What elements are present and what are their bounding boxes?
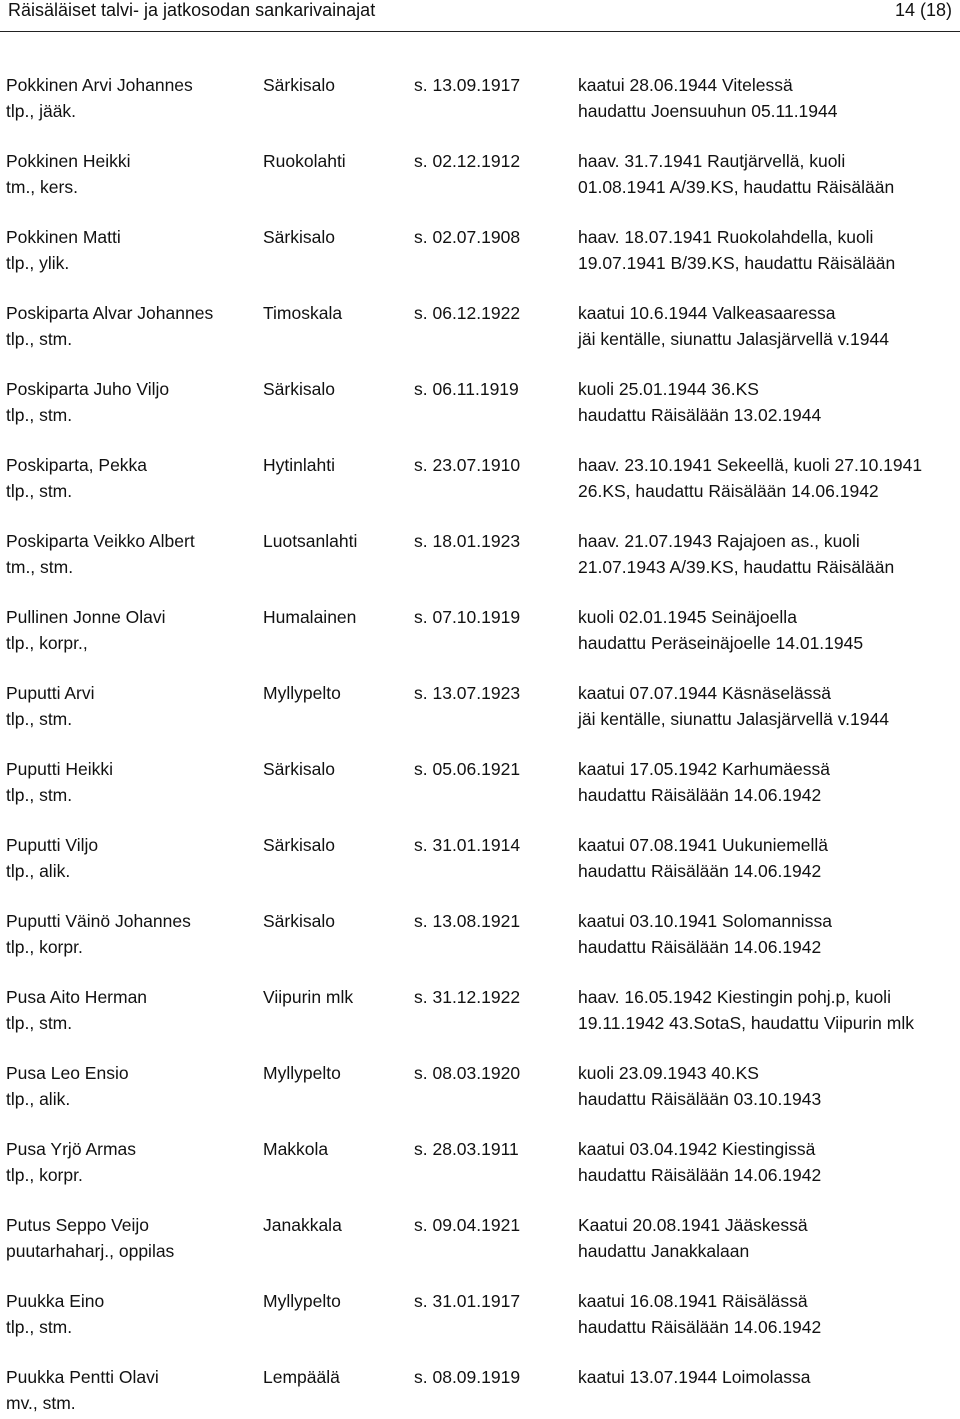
entry-rank: puutarhaharj., oppilas (6, 1241, 175, 1261)
entry-place: Särkisalo (263, 227, 335, 247)
entry-note-1: kaatui 07.08.1941 Uukuniemellä (578, 835, 829, 855)
entry-birth-date: s. 23.07.1910 (414, 455, 521, 475)
entry-birth-date: s. 18.01.1923 (414, 531, 521, 551)
entry-name: Puukka Pentti Olavi (6, 1367, 159, 1387)
entry-rank: tlp., alik. (6, 861, 71, 881)
entry-name: Putus Seppo Veijo (6, 1215, 150, 1235)
entry-line-1 (0, 759, 960, 785)
entry-note-2: haudattu Räisälään 14.06.1942 (578, 1165, 822, 1185)
entry-note-2: 19.11.1942 43.SotaS, haudattu Viipurin mlk (578, 1013, 914, 1033)
entry-birth-date: s. 06.12.1922 (414, 303, 521, 323)
entry-name: Puputti Väinö Johannes (6, 911, 191, 931)
entry (0, 1215, 960, 1267)
page-header (0, 0, 960, 34)
entry-place: Janakkala (263, 1215, 342, 1235)
entry-rank: tlp., stm. (6, 405, 73, 425)
entry-name: Poskiparta Veikko Albert (6, 531, 195, 551)
entry-name: Pokkinen Arvi Johannes (6, 75, 193, 95)
entry-line-2 (0, 1241, 960, 1267)
entry-note-2: haudattu Peräseinäjoelle 14.01.1945 (578, 633, 864, 653)
entry-line-1 (0, 455, 960, 481)
entry-line-1 (0, 227, 960, 253)
entry-birth-date: s. 06.11.1919 (414, 379, 519, 399)
entry (0, 1063, 960, 1115)
entry-note-2: jäi kentälle, siunattu Jalasjärvellä v.1944 (578, 709, 889, 729)
entry-note-2: haudattu Räisälään 14.06.1942 (578, 1317, 822, 1337)
entry-line-1 (0, 151, 960, 177)
entry-rank: tlp., stm. (6, 329, 73, 349)
entry-note-1: kaatui 07.07.1944 Käsnäselässä (578, 683, 831, 703)
entry-line-2 (0, 557, 960, 583)
entry-name: Pusa Leo Ensio (6, 1063, 129, 1083)
entry-line-2 (0, 1393, 960, 1419)
entry-place: Ruokolahti (263, 151, 346, 171)
entry-note-2: haudattu Joensuuhun 05.11.1944 (578, 101, 838, 121)
entry-birth-date: s. 31.01.1914 (414, 835, 521, 855)
entry-line-1 (0, 835, 960, 861)
entry (0, 75, 960, 127)
entry-birth-date: s. 05.06.1921 (414, 759, 521, 779)
entry-birth-date: s. 31.01.1917 (414, 1291, 521, 1311)
entry-line-1 (0, 1215, 960, 1241)
entry-place: Humalainen (263, 607, 357, 627)
entry-line-2 (0, 101, 960, 127)
entry-name: Pusa Yrjö Armas (6, 1139, 137, 1159)
entry-line-1 (0, 683, 960, 709)
page-number: 14 (18) (894, 0, 952, 20)
entry-note-2: 19.07.1941 B/39.KS, haudattu Räisälään (578, 253, 896, 273)
entry-line-2 (0, 709, 960, 735)
entry-line-1 (0, 1367, 960, 1393)
entry (0, 1367, 960, 1419)
entry-note-2: 26.KS, haudattu Räisälään 14.06.1942 (578, 481, 879, 501)
entry-line-2 (0, 1165, 960, 1191)
entry (0, 531, 960, 583)
entry-rank: mv., stm. (6, 1393, 76, 1413)
entry-line-2 (0, 785, 960, 811)
entry-line-1 (0, 911, 960, 937)
entry-note-1: kaatui 28.06.1944 Vitelessä (578, 75, 793, 95)
document-title: Räisäläiset talvi- ja jatkosodan sankarivainajat (8, 0, 376, 20)
entry-place: Viipurin mlk (263, 987, 354, 1007)
entry-rank: tlp., jääk. (6, 101, 77, 121)
entry-rank: tlp., korpr., (6, 633, 88, 653)
entry-note-1: kaatui 10.6.1944 Valkeasaaressa (578, 303, 836, 323)
entry-line-1 (0, 1139, 960, 1165)
entry-rank: tlp., alik. (6, 1089, 71, 1109)
entry (0, 759, 960, 811)
entry-place: Särkisalo (263, 759, 335, 779)
entry (0, 1291, 960, 1343)
entry-place: Myllypelto (263, 683, 341, 703)
entry-place: Luotsanlahti (263, 531, 358, 551)
entry-note-2: 01.08.1941 A/39.KS, haudattu Räisälään (578, 177, 895, 197)
entry-line-2 (0, 481, 960, 507)
header-divider (0, 31, 960, 32)
entry-note-2: haudattu Räisälään 14.06.1942 (578, 937, 822, 957)
entry-place: Särkisalo (263, 75, 335, 95)
entry-name: Pusa Aito Herman (6, 987, 148, 1007)
entry (0, 379, 960, 431)
entry-note-1: haav. 31.7.1941 Rautjärvellä, kuoli (578, 151, 846, 171)
entry-note-1: haav. 18.07.1941 Ruokolahdella, kuoli (578, 227, 874, 247)
entry-rank: tlp., korpr. (6, 937, 83, 957)
entry-line-1 (0, 531, 960, 557)
entry-note-1: haav. 23.10.1941 Sekeellä, kuoli 27.10.1941 (578, 455, 923, 475)
entry-name: Puputti Viljo (6, 835, 99, 855)
entry-name: Pokkinen Heikki (6, 151, 131, 171)
entry-note-1: kuoli 25.01.1944 36.KS (578, 379, 759, 399)
entry-birth-date: s. 31.12.1922 (414, 987, 521, 1007)
entry-note-2: haudattu Räisälään 14.06.1942 (578, 861, 822, 881)
entry-note-2: haudattu Räisälään 14.06.1942 (578, 785, 822, 805)
entry-birth-date: s. 13.09.1917 (414, 75, 521, 95)
entry-birth-date: s. 28.03.1911 (414, 1139, 519, 1159)
entry-birth-date: s. 08.03.1920 (414, 1063, 521, 1083)
entry-note-2: haudattu Räisälään 03.10.1943 (578, 1089, 822, 1109)
entry-birth-date: s. 02.07.1908 (414, 227, 521, 247)
entry-rank: tm., stm. (6, 557, 74, 577)
entry-line-2 (0, 405, 960, 431)
entry-name: Poskiparta, Pekka (6, 455, 148, 475)
entry-place: Särkisalo (263, 379, 335, 399)
entry (0, 607, 960, 659)
entry-name: Poskiparta Juho Viljo (6, 379, 170, 399)
entry-name: Pullinen Jonne Olavi (6, 607, 166, 627)
entry (0, 303, 960, 355)
entry-name: Puputti Arvi (6, 683, 95, 703)
entry-line-1 (0, 303, 960, 329)
entry-line-2 (0, 861, 960, 887)
entry-line-2 (0, 937, 960, 963)
entry-place: Hytinlahti (263, 455, 335, 475)
entry-note-1: kaatui 13.07.1944 Loimolassa (578, 1367, 811, 1387)
entry (0, 911, 960, 963)
entry (0, 987, 960, 1039)
entry-place: Makkola (263, 1139, 329, 1159)
entry-line-1 (0, 1291, 960, 1317)
entry-note-2: jäi kentälle, siunattu Jalasjärvellä v.1944 (578, 329, 889, 349)
entry-line-2 (0, 329, 960, 355)
entry-note-1: haav. 21.07.1943 Rajajoen as., kuoli (578, 531, 860, 551)
entry-line-2 (0, 633, 960, 659)
entry-name: Puputti Heikki (6, 759, 113, 779)
entry-rank: tlp., stm. (6, 709, 73, 729)
entry-note-2: haudattu Räisälään 13.02.1944 (578, 405, 822, 425)
entry (0, 835, 960, 887)
entry-line-1 (0, 379, 960, 405)
entry (0, 1139, 960, 1191)
entry-birth-date: s. 07.10.1919 (414, 607, 521, 627)
entry-place: Särkisalo (263, 835, 335, 855)
entry-name: Poskiparta Alvar Johannes (6, 303, 214, 323)
entry-rank: tlp., ylik. (6, 253, 70, 273)
entry-name: Pokkinen Matti (6, 227, 121, 247)
entry-rank: tm., kers. (6, 177, 78, 197)
entry (0, 455, 960, 507)
entry-line-2 (0, 1089, 960, 1115)
entry-line-2 (0, 253, 960, 279)
entry-birth-date: s. 09.04.1921 (414, 1215, 521, 1235)
entry-place: Lempäälä (263, 1367, 340, 1387)
entry-line-1 (0, 1063, 960, 1089)
entry (0, 227, 960, 279)
entry (0, 683, 960, 735)
entry-note-1: kuoli 23.09.1943 40.KS (578, 1063, 759, 1083)
entry-rank: tlp., stm. (6, 1013, 73, 1033)
entry-line-2 (0, 1013, 960, 1039)
entry (0, 151, 960, 203)
entry-note-2: 21.07.1943 A/39.KS, haudattu Räisälään (578, 557, 895, 577)
entry-rank: tlp., korpr. (6, 1165, 83, 1185)
entry-place: Timoskala (263, 303, 343, 323)
entry-birth-date: s. 13.07.1923 (414, 683, 521, 703)
entry-name: Puukka Eino (6, 1291, 105, 1311)
entry-rank: tlp., stm. (6, 481, 73, 501)
entry-note-1: Kaatui 20.08.1941 Jääskessä (578, 1215, 808, 1235)
entry-line-1 (0, 607, 960, 633)
entry-line-1 (0, 75, 960, 101)
entry-place: Myllypelto (263, 1291, 341, 1311)
entry-rank: tlp., stm. (6, 785, 73, 805)
entry-place: Särkisalo (263, 911, 335, 931)
entry-note-1: kaatui 03.10.1941 Solomannissa (578, 911, 832, 931)
entry-line-2 (0, 177, 960, 203)
entry-note-1: kaatui 16.08.1941 Räisälässä (578, 1291, 808, 1311)
entry-note-1: haav. 16.05.1942 Kiestingin pohj.p, kuoli (578, 987, 891, 1007)
entry-place: Myllypelto (263, 1063, 341, 1083)
entry-birth-date: s. 08.09.1919 (414, 1367, 521, 1387)
entry-birth-date: s. 02.12.1912 (414, 151, 521, 171)
entry-line-1 (0, 987, 960, 1013)
entry-note-2: haudattu Janakkalaan (578, 1241, 750, 1261)
entry-note-1: kaatui 03.04.1942 Kiestingissä (578, 1139, 816, 1159)
entry-line-2 (0, 1317, 960, 1343)
entry-birth-date: s. 13.08.1921 (414, 911, 521, 931)
entry-note-1: kaatui 17.05.1942 Karhumäessä (578, 759, 830, 779)
entry-note-1: kuoli 02.01.1945 Seinäjoella (578, 607, 797, 627)
entry-rank: tlp., stm. (6, 1317, 73, 1337)
